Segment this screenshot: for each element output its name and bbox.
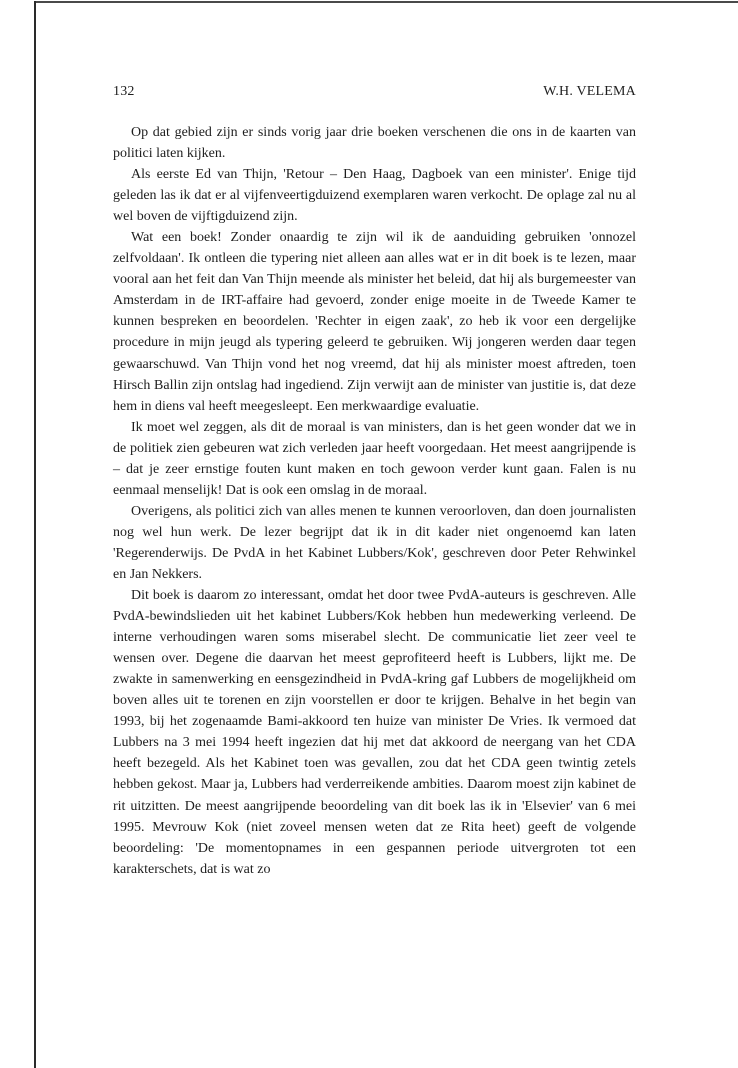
paragraph-5: Overigens, als politici zich van alles menen te kunnen veroorloven, dan doen journalisten nog wel hun werk. De lezer begrijpt dat ik in dit kader niet ongenoemd kan laten 'Regerenderwijs. De PvdA in het Kabinet Lubbers/Kok', geschreven door Peter Rehwinkel en Jan Nekkers.: [113, 503, 636, 582]
scan-frame-top-edge: [34, 1, 738, 3]
page-number: 132: [113, 84, 135, 99]
paragraph-2: Als eerste Ed van Thijn, 'Retour – Den Haag, Dagboek van een minister'. Enige tijd geleden las ik dat er al vijfenveertigduizend exemplaren waren verkocht. De oplage zal nu al wel boven de vijftigduizend zijn.: [113, 167, 636, 225]
paragraph-4: Ik moet wel zeggen, als dit de moraal is van ministers, dan is het geen wonder dat we in de politiek zien gebeuren wat zich verleden jaar heeft voorgedaan. Het meest aangrijpende is – dat je zeer ernstige fouten kunt maken en toch gewoon verder kunt gaan. Falen is nu eenmaal menselijk! Dat is ook een omslag in de moraal.: [113, 419, 636, 498]
running-head-author: W.H. VELEMA: [543, 84, 636, 99]
paragraph-6: Dit boek is daarom zo interessant, omdat het door twee PvdA-auteurs is geschreven. Alle PvdA-bewindslieden uit het kabinet Lubbers/Kok hebben hun medewerking verleend. De interne verhoudingen waren soms miserabel slecht. De communicatie liet zeer veel te wensen over. Degene die daarvan het meest geprofiteerd heeft is Lubbers, lijkt me. De zwakte in samenwerking en eensgezindheid in PvdA-kring gaf Lubbers de mogelijkheid om boven alles uit te torenen en zijn voorstellen er door te krijgen. Behalve in het begin van 1993, bij het zogenaamde Bami-akkoord ten huize van minister De Vries. Ik vermoed dat Lubbers na 3 mei 1994 heeft ingezien dat hij met dat akkoord de neergang van het CDA heeft bezegeld. Als het Kabinet toen was gevallen, zou dat het CDA geen twintig zetels hebben gekost. Maar ja, Lubbers had verderreikende ambities. Daarom moest zijn kabinet de rit uitzitten. De meest aangrijpende beoordeling van dit boek las ik in 'Elsevier' van 6 mei 1995. Mevrouw Kok (niet zoveel mensen weten dat ze Rita heet) geeft de volgende beoordeling: 'De momentopnames in een gespannen periode uitvergroten tot een karakterschets, dat is wat zo: [113, 588, 636, 877]
paragraph-1: Op dat gebied zijn er sinds vorig jaar drie boeken verschenen die ons in de kaarten van politici laten kijken.: [113, 125, 636, 162]
paragraph-3: Wat een boek! Zonder onaardig te zijn wil ik de aanduiding gebruiken 'onnozel zelfvoldaan'. Ik ontleen die typering niet alleen aan alles wat er in dit boek is te lezen, maar vooral aan het feit dan Van Thijn meende als minister het beleid, dat hij als burgemeester van Amsterdam in de IRT-affaire had gevoerd, zonder enige moeite in de Tweede Kamer te kunnen bespreken en beoordelen. 'Rechter in eigen zaak', zo heb ik voor een dergelijke procedure in mijn jeugd als typering geleerd te gebruiken. Wij jongeren werden daar tegen gewaarschuwd. Van Thijn vond het nog vreemd, dat hij als minister moest aftreden, toen Hirsch Ballin zijn ontslag had ingediend. Zijn verwijt aan de minister van justitie is, dat deze hem in diens val heeft meegesleept. Een merkwaardige evaluatie.: [113, 230, 636, 414]
body-text: [113, 122, 636, 880]
scan-frame-left-edge: [34, 1, 36, 1068]
